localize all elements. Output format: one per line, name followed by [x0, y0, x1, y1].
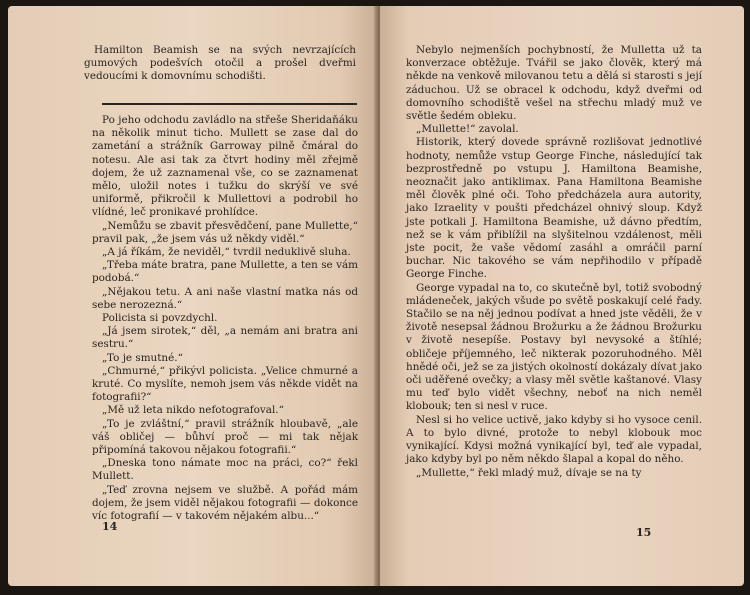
left-paragraph: Policista si povzdychl.	[102, 312, 218, 325]
left-page	[8, 6, 378, 586]
left-paragraph: „Nemůžu se zbavit přesvědčení, pane Mullette,“ pravil pak, „že jsem vás už někdy viděl.“	[92, 219, 358, 245]
page-number-right: 15	[636, 526, 652, 539]
left-paragraph: „Mě už leta nikdo nefotografoval.“	[102, 404, 284, 417]
right-paragraph: George vypadal na to, co skutečně byl, totiž svobodný mládeneček, jakých všude po světě poskakují celé řady. Stačilo se na něj jednou podívat a hned jste věděli, že v životě nesepsal žádnou Brožurku a že žádnou Brožurku v životě nesepíše. Postavy byl nevysoké a štíhlé; obličeje příjemného, leč nikterak pozoruhodného. Měl hnědé oči, jež se za jistých okolností dokázaly dívat jako oči uděřené ovečky; a vlasy měl světle kaštanové. Vlasy mu teď bylo vidět všechny, neboť na nich neměl klobouk; ten si nesl v ruce.	[406, 281, 702, 413]
left-paragraph: „Třeba máte bratra, pane Mullette, a ten se vám podobá.“	[92, 259, 358, 285]
left-paragraph: Po jeho odchodu zavládlo na střeše Sheridaňáku na několik minut ticho. Mullett se zase dal do zametání a strážník Garroway pilně čmáral do notesu. Ale asi tak za čtvrt hodiny měl zřejmě dojem, že už zaznamenal vše, co se zaznamenat mělo, uložil notes i tužku do skrýší ve své uniformě, přikročil k Mullettovi a podrobil ho vlídné, leč pronikavé prohlídce.	[92, 114, 358, 219]
left-paragraph: „Chmurné,“ přikývl policista. „Velice chmurné a kruté. Co myslíte, nemoh jsem vás někde vidět na fotografii?“	[92, 364, 358, 404]
left-top-paragraph: Hamilton Beamish se na svých nevrzajících gumových podešvích otočil a prošel dveřmi vedoucími k domovnímu schodišti.	[84, 44, 356, 83]
left-paragraph: „To je zvláštní,“ pravil strážník hloubavě, „ale váš obličej — bůhví proč — mi tak nějak připomíná takovou nějakou fotografii.“	[92, 417, 358, 457]
right-paragraph: Nesl si ho velice uctivě, jako kdyby si ho vysoce cenil. A to bylo divné, protože to nebyl klobouk moc vynikající. Kdysi možná vynikající byl, teď ale vypadal, jako kdyby byl po něm někdo šlapal a kopal do něho.	[406, 413, 702, 466]
left-paragraph: „Nějakou tetu. A ani naše vlastní matka nás od sebe nerozezná.“	[92, 285, 358, 311]
right-body-text	[406, 44, 702, 480]
right-page	[380, 6, 744, 586]
right-paragraph: Nebylo nejmenších pochybností, že Mulletta už ta konverzace obtěžuje. Tvářil se jako člověk, který má někde na venkově milovanou tetu a dělá si starosti s její záduchou. Už se obracel k odchodu, když dveřmi od domovního schodiště vešel na střechu mladý muž ve světle šedém obleku.	[406, 44, 702, 123]
right-paragraph: Historik, který dovede správně rozlišovat jednotlivé hodnoty, nemůže vstup George Finche, následující tak bezprostředně po vstupu J. Hamiltona Beamishe, neoznačit jako antiklimax. Pana Hamiltona Beamishe měl člověk plné oči. Toho předcházela aura autority, jako Izraelity v poušti předcházel ohnivý sloup. Když jste potkali J. Hamiltona Beamishe, už dávno předtím, než se k vám přiblížil na slyšitelnou vzdálenost, měli jste pocit, že vaše vědomí zasáhl a omráčil parní buchar. Nic takového se vám nepřihodilo v případě George Finche.	[406, 136, 702, 281]
left-body-text	[92, 114, 358, 523]
right-paragraph: „Mullette,“ řekl mladý muž, dívaje se na ty	[416, 466, 642, 479]
right-paragraph: „Mullette!“ zavolal.	[416, 123, 519, 136]
left-paragraph: „To je smutné.“	[102, 351, 183, 364]
left-top-text	[84, 44, 356, 84]
left-paragraph: „Já jsem sirotek,“ děl, „a nemám ani bratra ani sestru.“	[92, 325, 358, 351]
left-paragraph: „A já říkám, že neviděl,“ tvrdil neduklivě sluha.	[102, 246, 351, 259]
left-paragraph: „Teď zrovna nejsem ve službě. A pořád mám dojem, že jsem viděl nějakou fotografii — dokonce víc fotografií — v takovém nějakém albu...“	[92, 483, 358, 523]
page-number-left: 14	[102, 520, 118, 533]
section-divider	[102, 103, 357, 105]
open-book	[8, 6, 746, 590]
left-paragraph: „Dneska tono námate moc na práci, co?“ řekl Mullett.	[92, 457, 358, 483]
